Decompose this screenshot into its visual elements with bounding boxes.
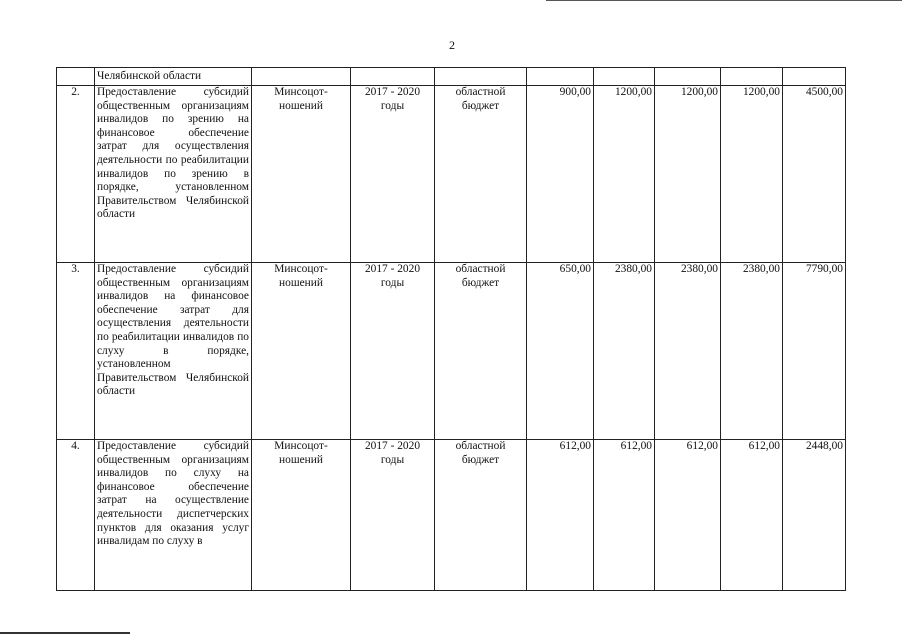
page-number: 2 <box>449 38 455 52</box>
table-row-continuation <box>57 68 846 86</box>
cell-executor <box>252 68 351 86</box>
cell-executor: Минсоцот- ношений <box>252 86 351 263</box>
cell-num: 3. <box>57 263 95 440</box>
cell-name: Челябинской области <box>95 68 252 86</box>
cell-value-2018 <box>594 68 655 86</box>
cell-value-2019 <box>655 68 721 86</box>
cell-value-total: 2448,00 <box>783 440 846 591</box>
cell-value-total: 7790,00 <box>783 263 846 440</box>
program-table <box>56 67 846 591</box>
cell-period: 2017 - 2020 годы <box>351 440 435 591</box>
cell-value-2017 <box>527 68 594 86</box>
cell-name: Предоставление субсидий общественным организациям инвалидов по слуху на финансовое обеспечение затрат на осуществление деятельности диспетчерских пунктов для оказания услуг инвалидам по слуху в <box>95 440 252 591</box>
cell-num <box>57 68 95 86</box>
cell-source <box>435 68 527 86</box>
top-rule <box>546 0 902 1</box>
cell-value-2020: 1200,00 <box>721 86 783 263</box>
cell-name: Предоставление субсидий общественным организациям инвалидов на финансовое обеспечение затрат для осуществления деятельности по реабилитации инвалидов по слуху в порядке, установленном Правительством Челябинской области <box>95 263 252 440</box>
cell-source: областной бюджет <box>435 86 527 263</box>
cell-value-2017: 612,00 <box>527 440 594 591</box>
cell-value-2017: 650,00 <box>527 263 594 440</box>
cell-period <box>351 68 435 86</box>
cell-period: 2017 - 2020 годы <box>351 86 435 263</box>
cell-source: областной бюджет <box>435 263 527 440</box>
cell-executor: Минсоцот- ношений <box>252 263 351 440</box>
table-row <box>57 263 846 440</box>
cell-executor: Минсоцот- ношений <box>252 440 351 591</box>
cell-value-2020 <box>721 68 783 86</box>
table-row <box>57 86 846 263</box>
cell-value-2018: 612,00 <box>594 440 655 591</box>
cell-value-2017: 900,00 <box>527 86 594 263</box>
cell-value-total: 4500,00 <box>783 86 846 263</box>
cell-period: 2017 - 2020 годы <box>351 263 435 440</box>
cell-source: областной бюджет <box>435 440 527 591</box>
cell-num: 4. <box>57 440 95 591</box>
cell-value-2019: 612,00 <box>655 440 721 591</box>
cell-value-2018: 2380,00 <box>594 263 655 440</box>
cell-value-total <box>783 68 846 86</box>
cell-value-2020: 612,00 <box>721 440 783 591</box>
cell-name: Предоставление субсидий общественным организациям инвалидов по зрению на финансовое обеспечение затрат для осуществления деятельности по реабилитации инвалидов по зрению в порядке, установленном Правительством Челябинской области <box>95 86 252 263</box>
cell-value-2018: 1200,00 <box>594 86 655 263</box>
cell-value-2019: 1200,00 <box>655 86 721 263</box>
cell-num: 2. <box>57 86 95 263</box>
cell-value-2019: 2380,00 <box>655 263 721 440</box>
table-row <box>57 440 846 591</box>
bottom-rule <box>0 632 130 634</box>
cell-value-2020: 2380,00 <box>721 263 783 440</box>
